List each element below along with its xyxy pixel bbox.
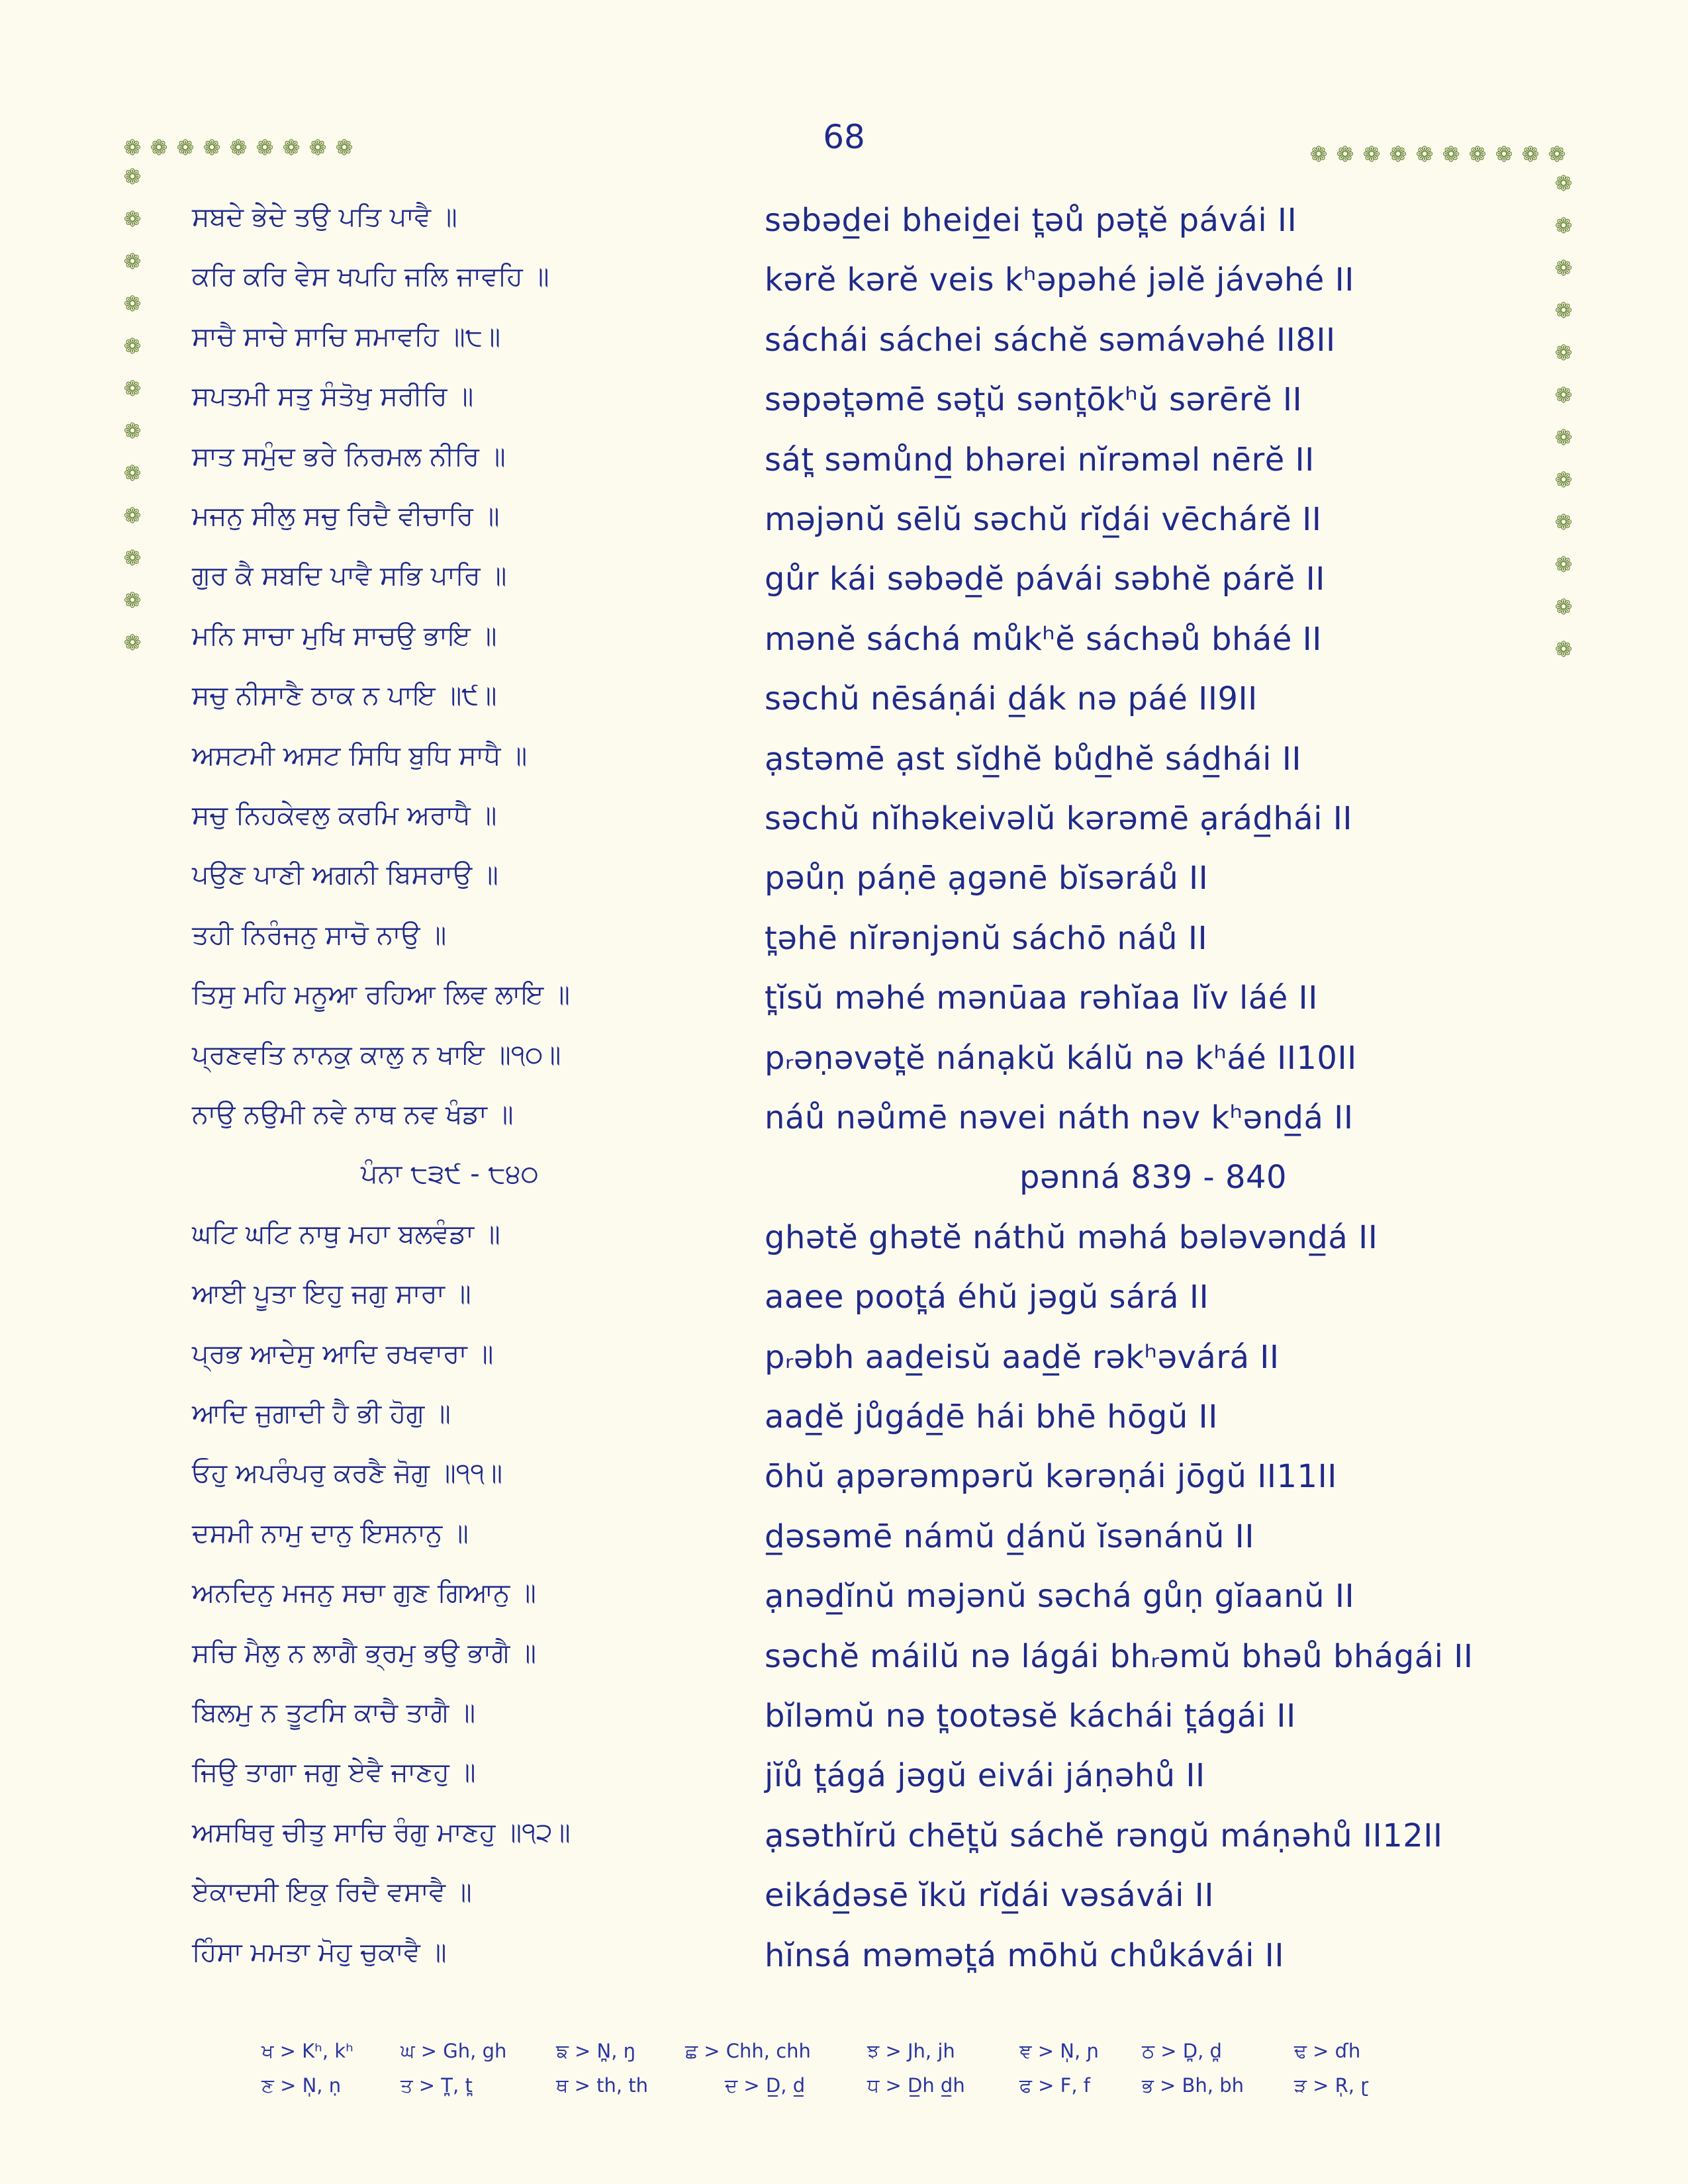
flower-ornament-icon: ❁	[1554, 594, 1573, 619]
flower-ornament-icon: ❁	[282, 135, 301, 160]
flower-ornament-icon: ❁	[229, 135, 248, 160]
gurmukhi-text: ਬਿਲਮੁ ਨ ਤੂਟਸਿ ਕਾਚੈ ਤਾਗੈ ॥	[192, 1698, 476, 1728]
flower-ornament-icon: ❁	[150, 135, 168, 160]
verse-line	[0, 1638, 1688, 1691]
flower-ornament-icon: ❁	[1554, 383, 1573, 408]
flower-ornament-icon: ❁	[123, 545, 142, 570]
transliteration-text: səchŭ nēsáṇái d̲ák nə páé II9II	[765, 680, 1258, 717]
verse-line	[0, 1518, 1688, 1571]
verse-line	[0, 1040, 1688, 1093]
flower-ornament-icon: ❁	[1521, 142, 1540, 167]
transliteration-text: məjənŭ sēlŭ səchŭ rĭd̲ái vēchárĕ II	[765, 501, 1322, 538]
transliteration-text: ạnəd̲ĭnŭ məjənŭ səchá gůṇ gĭaanŭ II	[765, 1578, 1355, 1615]
legend-item: ਙ > N̪, ŋ	[556, 2040, 636, 2062]
gurmukhi-text: ਕਰਿ ਕਰਿ ਵੇਸ ਖਪਹਿ ਜਲਿ ਜਾਵਹਿ ॥	[192, 261, 549, 292]
transliteration-text: səchĕ máilŭ nə lágái bhᵣəmŭ bhəů bhágái II	[765, 1638, 1474, 1675]
flower-ornament-icon: ❁	[123, 461, 142, 486]
gurmukhi-text: ਆਈ ਪੂਤਾ ਇਹੁ ਜਗੁ ਸਾਰਾ ॥	[192, 1279, 471, 1309]
gurmukhi-text: ਅਸਟਮੀ ਅਸਟ ਸਿਧਿ ਬੁਧਿ ਸਾਧੈ ॥	[192, 741, 528, 771]
legend-item: ਥ > th, th	[556, 2074, 649, 2097]
gurmukhi-text: ਸਾਤ ਸਮੁੰਦ ਭਰੇ ਨਿਰਮਲ ਨੀਰਿ ॥	[192, 441, 506, 472]
transliteration-text: eikád̲əsē ĭkŭ rĭd̲ái vəsávái II	[765, 1877, 1214, 1914]
legend-item: ਦ > D̲, d̲	[725, 2074, 806, 2097]
transliteration-text: mənĕ sáchá můkʰĕ sáchəů bháé II	[765, 621, 1322, 658]
legend-item: ਭ > Bh, bh	[1142, 2074, 1244, 2097]
transliteration-text: sát̪ səmůnd̲ bhərei nĭrəməl nērĕ II	[765, 441, 1315, 478]
legend-item: ਢ > ɗh	[1294, 2040, 1361, 2062]
flower-ornament-icon: ❁	[123, 135, 142, 160]
gurmukhi-text: ਆਦਿ ਜੁਗਾਦੀ ਹੈ ਭੀ ਹੋਗੁ ॥	[192, 1398, 451, 1429]
gurmukhi-text: ਸਚਿ ਮੈਲੁ ਨ ਲਾਗੈ ਭ੍ਰਮੁ ਭਉ ਭਾਗੈ ॥	[192, 1638, 537, 1668]
legend-item: ਣ > N̩, ṇ	[261, 2074, 342, 2097]
flower-ornament-icon: ❁	[123, 249, 142, 274]
gurmukhi-text: ਜਿਉ ਤਾਗਾ ਜਗੁ ਏਵੈ ਜਾਣਹੁ ॥	[192, 1757, 476, 1788]
verse-line	[0, 1698, 1688, 1751]
transliteration-text: náů nəůmē nəvei náth nəv kʰənd̲á II	[765, 1099, 1354, 1136]
transliteration-text: pənná 839 - 840	[1019, 1159, 1288, 1196]
flower-ornament-icon: ❁	[1336, 142, 1354, 167]
transliteration-text: aad̲ĕ jůgád̲ē hái bhē hōgŭ II	[765, 1398, 1218, 1435]
gurmukhi-text: ਮਨਿ ਸਾਚਾ ਮੁਖਿ ਸਾਚਉ ਭਾਇ ॥	[192, 621, 497, 651]
transliteration-text: kərĕ kərĕ veis kʰəpəhé jəlĕ jávəhé II	[765, 261, 1354, 298]
transliteration-text: bĭləmŭ nə t̪ootəsĕ káchái t̪ágái II	[765, 1698, 1296, 1735]
verse-line	[0, 1937, 1688, 1990]
gurmukhi-text: ਪ੍ਰਭ ਆਦੇਸੁ ਆਦਿ ਰਖਵਾਰਾ ॥	[192, 1339, 494, 1369]
flower-ornament-icon: ❁	[1442, 142, 1460, 167]
gurmukhi-text: ਸਚੁ ਨੀਸਾਣੈ ਠਾਕ ਨ ਪਾਇ ॥੯॥	[192, 680, 497, 711]
transliteration-text: aaee poot̪á éhŭ jəgŭ sárá II	[765, 1279, 1209, 1316]
page-number: 68	[823, 118, 865, 156]
legend-item: ਝ > Jh, jh	[867, 2040, 955, 2062]
verse-line	[0, 1099, 1688, 1152]
verse-line	[0, 561, 1688, 614]
gurmukhi-text: ਤਹੀ ਨਿਰੰਜਨੁ ਸਾਚੋ ਨਾਉ ॥	[192, 920, 447, 950]
flower-ornament-icon: ❁	[1389, 142, 1407, 167]
flower-ornament-icon: ❁	[203, 135, 221, 160]
verse-line	[0, 621, 1688, 674]
flower-ornament-icon: ❁	[1554, 552, 1573, 577]
verse-line	[0, 979, 1688, 1032]
legend-item: ਞ > N̩, ɲ	[1019, 2040, 1100, 2062]
legend-item: ਧ > D̲h d̲h	[867, 2074, 965, 2097]
transliteration-text: t̪ĭsŭ məhé mənūaa rəhĭaa lĭv láé II	[765, 979, 1318, 1017]
gurmukhi-text: ਗੁਰ ਕੈ ਸਬਦਿ ਪਾਵੈ ਸਭਿ ਪਾਰਿ ॥	[192, 561, 507, 591]
verse-line	[0, 1339, 1688, 1392]
legend-item: ਛ > Chh, chh	[685, 2040, 811, 2062]
flower-ornament-icon: ❁	[1554, 637, 1573, 662]
verse-line	[0, 680, 1688, 733]
verse-line	[0, 1578, 1688, 1631]
gurmukhi-text: ਪ੍ਰਣਵਤਿ ਨਾਨਕੁ ਕਾਲੁ ਨ ਖਾਇ ॥੧੦॥	[192, 1040, 561, 1070]
transliteration-text: gůr kái səbəd̲ĕ pávái səbhĕ párĕ II	[765, 561, 1325, 598]
gurmukhi-text: ਤਿਸੁ ਮਹਿ ਮਨੂਆ ਰਹਿਆ ਲਿਵ ਲਾਇ ॥	[192, 979, 570, 1010]
verse-line	[0, 261, 1688, 314]
flower-ornament-icon: ❁	[123, 291, 142, 316]
transliteration-text: səbəd̲ei bheid̲ei t̪əů pət̪ĕ pávái II	[765, 202, 1297, 239]
verse-line	[0, 1458, 1688, 1511]
verse-line	[0, 860, 1688, 913]
transliteration-text: sáchái sáchei sáchĕ səmávəhé II8II	[765, 322, 1336, 359]
verse-line	[0, 376, 1688, 434]
flower-ornament-icon: ❁	[123, 630, 142, 655]
transliteration-text: səpət̪əmē sət̪ŭ sənt̪ōkʰŭ sərērĕ II	[765, 381, 1303, 418]
gurmukhi-text: ਪਉਣ ਪਾਣੀ ਅਗਨੀ ਬਿਸਰਾਉ ॥	[192, 860, 498, 890]
verse-line	[0, 800, 1688, 853]
flower-ornament-icon: ❁	[1554, 213, 1573, 238]
flower-ornament-icon: ❁	[335, 135, 353, 160]
flower-ornament-icon: ❁	[1548, 142, 1566, 167]
transliteration-text: ghətĕ ghətĕ náthŭ məhá bələvənd̲á II	[765, 1219, 1378, 1256]
verse-line	[0, 920, 1688, 973]
legend-item: ੜ > R̩, ɽ	[1294, 2074, 1369, 2097]
transliteration-text: jĭů t̪ágá jəgŭ eivái jáṇəhů II	[765, 1757, 1205, 1794]
flower-ornament-icon: ❁	[123, 376, 142, 401]
flower-ornament-icon: ❁	[123, 334, 142, 359]
flower-ornament-icon: ❁	[123, 206, 142, 232]
transliteration-text: hĭnsá məmət̪á mōhŭ chůkávái II	[765, 1937, 1284, 1974]
flower-ornament-icon: ❁	[176, 135, 195, 160]
gurmukhi-text: ਸਾਚੈ ਸਾਚੇ ਸਾਚਿ ਸਮਾਵਹਿ ॥੮॥	[192, 322, 501, 352]
gurmukhi-text: ਦਸਮੀ ਨਾਮੁ ਦਾਨੁ ਇਸਨਾਨੁ ॥	[192, 1518, 469, 1549]
flower-ornament-icon: ❁	[1468, 142, 1487, 167]
gurmukhi-text: ਸਬਦੇ ਭੇਦੇ ਤਉ ਪਤਿ ਪਾਵੈ ॥	[192, 202, 457, 232]
flower-ornament-icon: ❁	[1554, 171, 1573, 196]
flower-ornament-icon: ❁	[1362, 142, 1381, 167]
gurmukhi-text: ਮਜਨੁ ਸੀਲੁ ਸਚੁ ਰਿਦੈ ਵੀਚਾਰਿ ॥	[192, 501, 500, 531]
flower-ornament-icon: ❁	[1309, 142, 1328, 167]
verse-line	[0, 1398, 1688, 1451]
legend-item: ਤ > T̪, t̪	[400, 2074, 473, 2097]
verse-line	[0, 1757, 1688, 1810]
gurmukhi-text: ਸਪਤਮੀ ਸਤੁ ਸੰਤੋਖੁ ਸਰੀਰਿ ॥	[192, 381, 474, 412]
flower-ornament-icon: ❁	[1554, 425, 1573, 450]
flower-ornament-icon: ❁	[256, 135, 274, 160]
legend-item: ਫ > F, f	[1019, 2074, 1090, 2097]
verse-line	[0, 322, 1688, 375]
gurmukhi-text: ਪੰਨਾ ੮੩੯ - ੮੪੦	[361, 1159, 539, 1189]
flower-ornament-icon: ❁	[1554, 255, 1573, 281]
flower-ornament-icon: ❁	[1495, 142, 1513, 167]
verse-line	[0, 501, 1688, 554]
flower-ornament-icon: ❁	[123, 164, 142, 189]
legend-item: ਘ > Gh, gh	[400, 2040, 507, 2062]
transliteration-text: ōhŭ ạpərəmpərŭ kərəṇái jōgŭ II11II	[765, 1458, 1337, 1495]
gurmukhi-text: ਘਟਿ ਘਟਿ ਨਾਥੁ ਮਹਾ ਬਲਵੰਡਾ ॥	[192, 1219, 500, 1250]
gurmukhi-text: ਓਹੁ ਅਪਰੰਪਰੁ ਕਰਣੈ ਜੋਗੁ ॥੧੧॥	[192, 1458, 503, 1488]
verse-line	[0, 1877, 1688, 1930]
legend-item: ਠ > D̪, d̪	[1142, 2040, 1222, 2062]
transliteration-text: səchŭ nĭhəkeivəlŭ kərəmē ạrád̲hái II	[765, 800, 1353, 837]
flower-ornament-icon: ❁	[1554, 340, 1573, 365]
verse-line	[0, 741, 1688, 794]
gurmukhi-text: ਨਾਉ ਨਉਮੀ ਨਵੇ ਨਾਥ ਨਵ ਖੰਡਾ ॥	[192, 1099, 514, 1130]
gurmukhi-text: ਅਸਥਿਰੁ ਚੀਤੁ ਸਾਚਿ ਰੰਗੁ ਮਾਣਹੁ ॥੧੨॥	[192, 1817, 571, 1848]
legend-item: ਖ > Kʰ, kʰ	[261, 2040, 353, 2062]
transliteration-text: ạstəmē ạst sĭd̲hĕ bůd̲hĕ sád̲hái II	[765, 741, 1302, 778]
transliteration-text: ạsəthĭrŭ chēt̪ŭ sáchĕ rəngŭ máṇəhů II12II	[765, 1817, 1443, 1854]
transliteration-text: d̲əsəmē námŭ d̲ánŭ ĭsənánŭ II	[765, 1518, 1254, 1555]
page-reference-row	[0, 1159, 1688, 1212]
verse-line	[0, 202, 1688, 255]
transliteration-text: pəůṇ páṇē ạgənē bĭsəráů II	[765, 860, 1209, 897]
flower-ornament-icon: ❁	[1554, 510, 1573, 535]
transliteration-text: t̪əhē nĭrənjənŭ sáchō náů II	[765, 920, 1208, 957]
flower-ornament-icon: ❁	[123, 418, 142, 443]
flower-ornament-icon: ❁	[1554, 298, 1573, 323]
transliteration-text: pᵣəṇəvət̪ĕ nánạkŭ kálŭ nə kʰáé II10II	[765, 1040, 1357, 1077]
verse-line	[0, 1279, 1688, 1332]
flower-ornament-icon: ❁	[1554, 467, 1573, 492]
verse-line	[0, 1219, 1688, 1272]
flower-ornament-icon: ❁	[123, 503, 142, 528]
flower-ornament-icon: ❁	[308, 135, 327, 160]
flower-ornament-icon: ❁	[1415, 142, 1434, 167]
gurmukhi-text: ਹਿੰਸਾ ਮਮਤਾ ਮੋਹੁ ਚੁਕਾਵੈ ॥	[192, 1937, 447, 1968]
gurmukhi-text: ਅਨਦਿਨੁ ਮਜਨੁ ਸਚਾ ਗੁਣ ਗਿਆਨੁ ॥	[192, 1578, 536, 1608]
flower-ornament-icon: ❁	[123, 588, 142, 613]
gurmukhi-text: ਸਚੁ ਨਿਹਕੇਵਲੁ ਕਰਮਿ ਅਰਾਧੈ ॥	[192, 800, 497, 831]
transliteration-text: pᵣəbh aad̲eisŭ aad̲ĕ rəkʰəvárá II	[765, 1339, 1280, 1376]
verse-line	[0, 1817, 1688, 1870]
verse-line	[0, 441, 1688, 494]
gurmukhi-text: ਏਕਾਦਸੀ ਇਕੁ ਰਿਦੈ ਵਸਾਵੈ ॥	[192, 1877, 472, 1907]
